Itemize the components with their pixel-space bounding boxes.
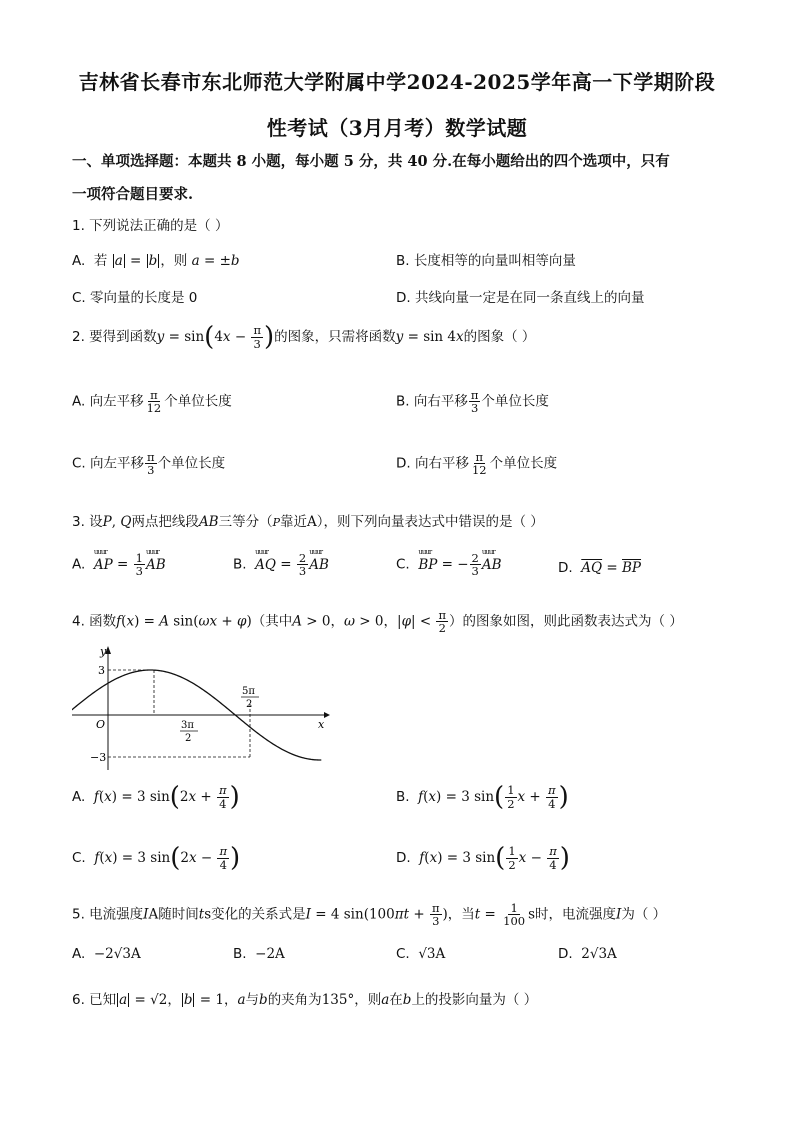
q3-option-a: A. uuur AP = $\frac{1}{3}$ uuur AB	[72, 552, 166, 577]
origin-label: O	[96, 718, 106, 731]
question-3: 3. 设P, Q两点把线段AB三等分（P靠近A），则下列向量表达式中错误的是（ ）	[72, 514, 544, 530]
page-title-line1: 吉林省长春市东北师范大学附属中学2024-2025学年高一下学期阶段	[78, 70, 716, 94]
q2-option-d: D. 向右平移 $\frac{\pi}{12}$ 个单位长度	[396, 450, 558, 478]
x-axis-arrow	[324, 712, 330, 718]
tick-3pi-2-den: 2	[185, 733, 192, 744]
q4-option-d: D. f(x) = 3 sin( $\frac{1}{2}$ x − $\frac{\pi}{4}$ )	[396, 843, 570, 873]
q5-option-a: A. −2√3A	[72, 946, 141, 962]
question-4: 4. 函数f(x) = A sin(ωx + φ)（其中A > 0，ω > 0，|φ| < $\frac{\pi}{2}$ ）的图象如图，则此函数表达式为（ ）	[72, 608, 683, 636]
y-axis-label: y	[100, 645, 107, 658]
section-heading: 一、单项选择题：本题共 8 小题，每小题 5 分，共 40 分.在每小题给出的四个选项中，只有	[72, 153, 670, 170]
q2-option-b: B. 向右平移 $\frac{\pi}{3}$ 个单位长度	[396, 388, 549, 416]
question-5: 5. 电流强度IA随时间ts变化的关系式是I = 4 sin(100πt + $\frac{\pi}{3}$ )，当t = $\frac{1}{100}$ s时，电流强度I为（ ）	[72, 901, 667, 929]
y-min-label: −3	[90, 751, 107, 764]
question-6: 6. 已知 a = √2， b = 1，a与b的夹角为135°，则a在b上的投影向量为（ ）	[72, 992, 538, 1008]
tick-5pi-2-den: 2	[246, 699, 253, 710]
section-heading-cont: 一项符合题目要求.	[72, 186, 194, 203]
q5-option-b: B. −2A	[233, 946, 285, 962]
q1-option-d: D. 共线向量一定是在同一条直线上的向量	[396, 290, 645, 306]
q3-option-b: B. uuur AQ = $\frac{2}{3}$ uuur AB	[233, 552, 329, 577]
q4-option-b: B. f(x) = 3 sin( $\frac{1}{2}$ x + $\frac{\pi}{4}$ )	[396, 782, 569, 812]
q2-option-a: A. 向左平移 $\frac{\pi}{12}$ 个单位长度	[72, 388, 232, 416]
q3-option-c: C. uuur BP = − $\frac{2}{3}$ uuur AB	[396, 552, 502, 577]
q4-sine-graph	[72, 642, 342, 772]
tick-5pi-2-num: 5π	[242, 686, 255, 697]
y-max-label: 3	[98, 664, 105, 677]
q4-option-c: C. f(x) = 3 sin(2x − $\frac{\pi}{4}$ )	[72, 843, 241, 873]
q1-option-a: A. 若 a = b ，则 a = ±b	[72, 253, 240, 269]
x-axis-label: x	[318, 718, 325, 731]
q5-option-c: C. √3A	[396, 946, 446, 962]
page-title-line2: 性考试（3月月考）数学试题	[266, 116, 528, 140]
q2-option-c: C. 向左平移 $\frac{\pi}{3}$ 个单位长度	[72, 450, 226, 478]
question-1: 1. 下列说法正确的是（ ）	[72, 218, 229, 234]
tick-3pi-2-num: 3π	[181, 720, 194, 731]
q4-option-a: A. f(x) = 3 sin(2x + $\frac{\pi}{4}$ )	[72, 782, 240, 812]
q1-option-b: B. 长度相等的向量叫相等向量	[396, 253, 576, 269]
q1-option-c: C. 零向量的长度是 0	[72, 290, 198, 306]
question-2: 2. 要得到函数y = sin(4x − $\frac{\pi}{3}$ )的图象，只需将函数y = sin 4x的图象（ ）	[72, 322, 536, 352]
q3-option-d: D. $\overline{AQ} = \overline{BP}$	[558, 560, 642, 576]
q5-option-d: D. 2√3A	[558, 946, 617, 962]
